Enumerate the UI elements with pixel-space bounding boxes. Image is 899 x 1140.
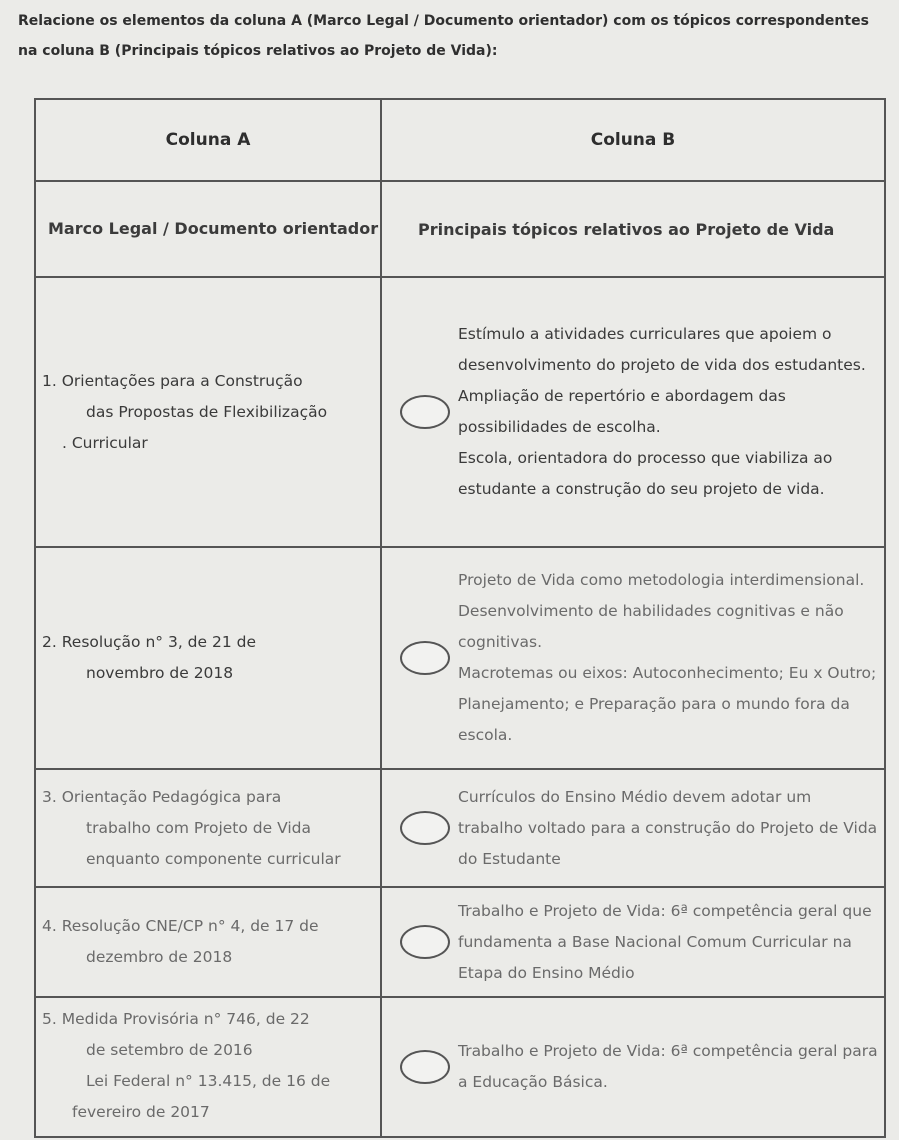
- item-text-line: Lei Federal n° 13.415, de 16 de: [86, 1072, 331, 1090]
- item-number: 5.: [42, 1010, 57, 1028]
- topic-text: Macrotemas ou eixos: Autoconhecimento; Eu x Outro; Planejamento; e Preparação para o mundo fora da escola.: [458, 664, 877, 744]
- column-b-item: [381, 547, 885, 769]
- header-column-a: Coluna A: [35, 99, 381, 181]
- subheader-column-a: Marco Legal / Documento orientador: [35, 181, 381, 277]
- item-number: 2.: [42, 633, 57, 651]
- column-b-item: [381, 769, 885, 887]
- answer-circle[interactable]: [400, 641, 450, 675]
- item-text-line: Resolução n° 3, de 21 de: [61, 633, 257, 651]
- header-row: [35, 99, 885, 181]
- item-number: 1.: [42, 371, 57, 390]
- item-text-line: das Propostas de Flexibilização: [86, 402, 328, 421]
- subheader-column-b: Principais tópicos relativos ao Projeto de Vida: [381, 181, 885, 277]
- table-row: [35, 769, 885, 887]
- item-text-line: Resolução CNE/CP n° 4, de 17 de: [61, 917, 319, 935]
- item-text-line: fevereiro de 2017: [72, 1103, 210, 1121]
- item-number: 4.: [42, 917, 57, 935]
- column-a-item: [35, 277, 381, 547]
- item-text-line: Medida Provisória n° 746, de 22: [61, 1010, 310, 1028]
- topic-text: Ampliação de repertório e abordagem das possibilidades de escolha.: [458, 387, 786, 436]
- table-row: [35, 997, 885, 1137]
- item-text-line: dezembro de 2018: [86, 948, 233, 966]
- matching-table: [34, 98, 886, 1138]
- topic-text: Desenvolvimento de habilidades cognitivas e não cognitivas.: [458, 602, 844, 651]
- topic-text: Estímulo a atividades curriculares que apoiem o desenvolvimento do projeto de vida dos estudantes.: [458, 325, 866, 374]
- column-a-item: [35, 547, 381, 769]
- item-text-line: enquanto componente curricular: [86, 849, 341, 868]
- item-text-line: trabalho com Projeto de Vida: [86, 818, 311, 837]
- instructions: Relacione os elementos da coluna A (Marco Legal / Documento orientador) com os tópicos correspondentes na coluna B (Principais tópicos relativos ao Projeto de Vida):: [18, 13, 869, 59]
- topic-text: Trabalho e Projeto de Vida: 6ª competência geral para a Educação Básica.: [458, 1042, 878, 1091]
- answer-circle[interactable]: [400, 395, 450, 429]
- topic-text: Trabalho e Projeto de Vida: 6ª competência geral que fundamenta a Base Nacional Comum Curricular na Etapa do Ensino Médio: [458, 901, 872, 982]
- column-b-item: [381, 277, 885, 547]
- topic-text: Currículos do Ensino Médio devem adotar um trabalho voltado para a construção do Projeto de Vida do Estudante: [458, 787, 878, 868]
- item-text-line: de setembro de 2016: [86, 1041, 253, 1059]
- column-a-item: [35, 997, 381, 1137]
- topic-text: Projeto de Vida como metodologia interdimensional.: [458, 571, 865, 589]
- column-b-item: [381, 997, 885, 1137]
- table-row: [35, 277, 885, 547]
- topic-text: Escola, orientadora do processo que viabiliza ao estudante a construção do seu projeto de vida.: [458, 449, 833, 498]
- item-number: 3.: [42, 787, 57, 806]
- table-row: [35, 547, 885, 769]
- item-text-line: Orientações para a Construção: [61, 371, 303, 390]
- item-text-line: novembro de 2018: [86, 664, 234, 682]
- answer-circle[interactable]: [400, 925, 450, 959]
- subheader-row: [35, 181, 885, 277]
- table-row: [35, 887, 885, 997]
- column-a-item: [35, 887, 381, 997]
- answer-circle[interactable]: [400, 811, 450, 845]
- item-text-line: Orientação Pedagógica para: [61, 787, 282, 806]
- answer-circle[interactable]: [400, 1050, 450, 1084]
- column-a-item: [35, 769, 381, 887]
- item-text-line: . Curricular: [62, 433, 148, 452]
- header-column-b: Coluna B: [381, 99, 885, 181]
- column-b-item: [381, 887, 885, 997]
